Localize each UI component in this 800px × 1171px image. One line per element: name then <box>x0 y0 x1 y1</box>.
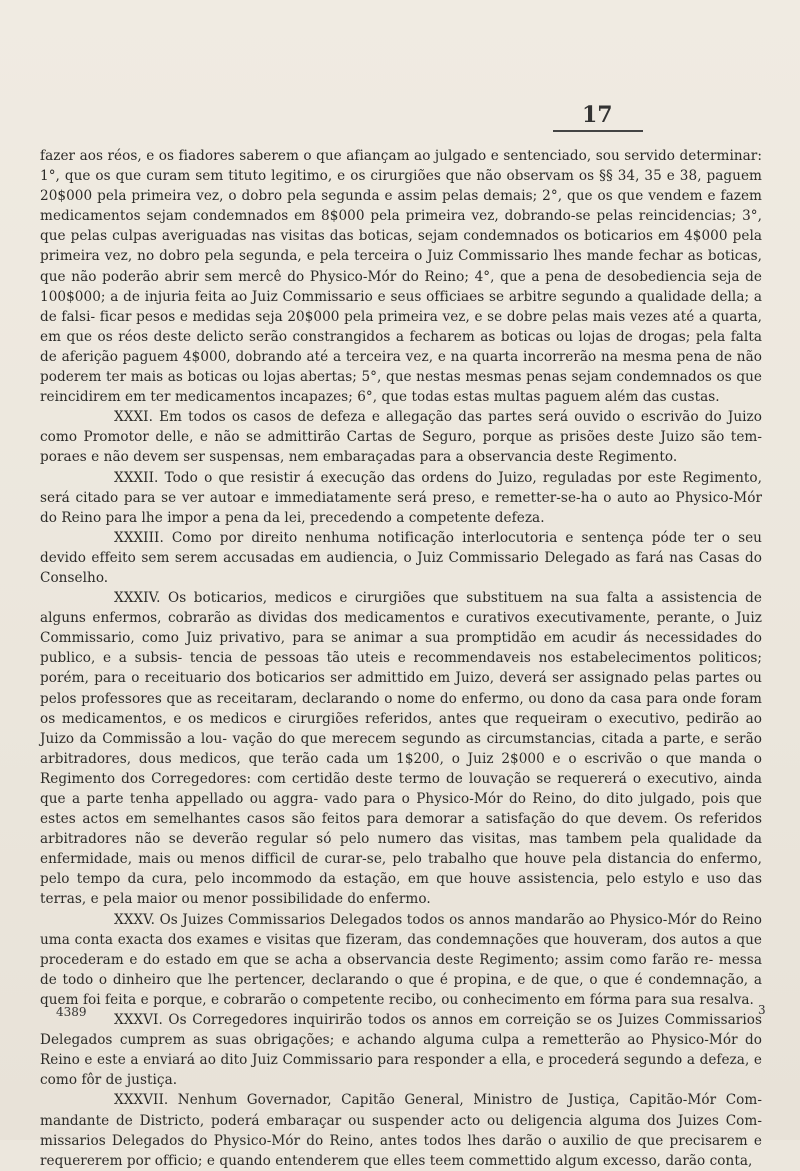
paragraph-art-xxxii: XXXII. Todo o que resistir á execução das ordens do Juizo, reguladas por este Regimento, será citado para se ver autoar e immediatamente será preso, e remetter-se-ha o auto ao Physico-Mór do Reino para lhe impor a pena da lei, precedendo a competente defeza. <box>40 469 762 526</box>
paragraph-intro: fazer aos réos, e os fiadores saberem o que afiançam ao julgado e sentenciado, sou servido determinar: 1°, que os que curam sem tituto legitimo, e os cirurgiões que não observam os §§ 34, 35 e 38, paguem 20$000 pela primeira vez, o dobro pela segunda e assim pelas demais; 2°, que os que vendem e fazem medicamentos sejam condemnados em 8$000 pela primeira vez, dobrando-se pelas reincidencias; 3°, que pelas culpas averiguadas nas visitas das boticas, sejam condemnados os boticarios em 4$000 pela primeira vez, no dobro pela segunda, e pela terceira o Juiz Commissario lhes mande fechar as boticas, que não poderão abrir sem mercê do Physico-Mór do Reino; 4°, que a pena de desobediencia seja de 100$000; a de injuria feita ao Juiz Commissario e seus officiaes se arbitre segundo a qualidade della; a de falsi- ficar pesos e medidas seja 20$000 pela primeira vez, e se dobre pelas mais vezes até a quarta, em que os réos deste delicto serão constrangidos a fecharem as boticas ou lojas de drogas; pela falta de aferição paguem 4$000, dobrando até a terceira vez, e na quarta incorrerão na mesma pena de não poderem ter mais as boticas ou lojas abertas; 5°, que nestas mesmas penas sejam condemnados os que reincidirem em ter medicamentos incapazes; 6°, que todas estas multas paguem além das custas. <box>40 148 762 406</box>
paragraph-art-xxxv: XXXV. Os Juizes Commissarios Delegados todos os annos mandarão ao Physico-Mór do Reino uma conta exacta dos exames e visitas que fizeram, das condemnações que houveram, dos autos a que procederam e do estado em que se acha a observancia deste Regimento; assim como farão re- messa de todo o dinheiro que lhe pertencer, declarando o que é propina, e de que, o que é condemnação, a quem foi feita e porque, e cobrarão o competente recibo, ou conhecimento em fórma para sua resalva. <box>40 911 762 1008</box>
signature-mark: 4389 <box>56 1005 87 1019</box>
paragraph-art-xxxvi: XXXVI. Os Corregedores inquirirão todos os annos em correição se os Juizes Commissarios Delegados cumprem as suas obrigações; e achando alguma culpa a remetterão ao Physico-Mór do Reino e este a enviará ao dito Juiz Commissario para responder a ella, e procederá segundo a defeza, e como fôr de justiça. <box>40 1012 762 1089</box>
page-number: 17 <box>582 102 613 128</box>
body-text <box>40 146 762 1171</box>
header-rule <box>553 130 643 132</box>
paragraph-art-xxxvii: XXXVII. Nenhum Governador, Capitão General, Ministro de Justiça, Capitão-Mór Com- mandante de Districto, poderá embaraçar ou suspender acto ou deligencia alguma dos Juizes Com- missarios Delegados do Physico-Mór do Reino, antes todos lhes darão o auxilio de que precisarem e requererem por officio; e quando entenderem que elles teem commettido algum excesso, darão conta, <box>40 1092 762 1169</box>
paragraph-art-xxxi: XXXI. Em todos os casos de defeza e allegação das partes será ouvido o escrivão do Juizo como Promotor delle, e não se admittirão Cartas de Seguro, porque as prisões deste Juizo são tem- porаes e não devem ser suspensas, nem embaraçadas para a observancia deste Regimento. <box>40 409 762 466</box>
fold-mark: 3 <box>758 1003 766 1017</box>
paragraph-art-xxxiii: XXXIII. Como por direito nenhuma notificação interlocutoria e sentença póde ter o seu devido effeito sem serem accusadas em audiencia, o Juiz Commissario Delegado as fará nas Casas do Conselho. <box>40 529 762 586</box>
paragraph-art-xxxiv: XXXIV. Os boticarios, medicos e cirurgiões que substituem na sua falta a assistencia de alguns enfermos, cobrarão as dividas dos medicamentos e curativos executivamente, perante, o Juiz Commissario, como Juiz privativo, para se animar a sua promptidão em acudir ás necessidades do publico, e a subsis- tencia de pessoas tão uteis e recommendaveis nos estabelecimentos politicos; porém, para o receituario dos boticarios ser admittido em Juizo, deverá ser assignado pelas partes ou pelos professores que as receitaram, declarando o nome do enfermo, ou dono da casa para onde foram os medicamentos, e os medicos e cirurgiões referidos, antes que requeiram o executivo, pedirão ao Juizo da Commissão a lou- vação do que merecem segundo as circumstancias, citada a parte, e serão arbitradores, dous medicos, que terão cada um 1$200, o Juiz 2$000 e o escrivão o que manda o Regimento dos Corregedores: com certidão deste termo de louvação se requererá o executivo, ainda que a parte tenha appellado ou aggra- vado para o Physico-Mór do Reino, do dito julgado, pois que estes actos em semelhantes casos são feitos para demorar a satisfação do que devem. Os referidos arbitradores não se deverão regular só pelo numero das visitas, mas tambem pela qualidade da enfermidade, mais ou menos difficil de curar-se, pelo trabalho que houve pela distancia do enfermo, pelo tempo da cura, pelo incommodo da estação, em que houve assistencia, pelo estylo e uso das terras, e pela maior ou menor possibilidade do enfermo. <box>40 590 762 908</box>
